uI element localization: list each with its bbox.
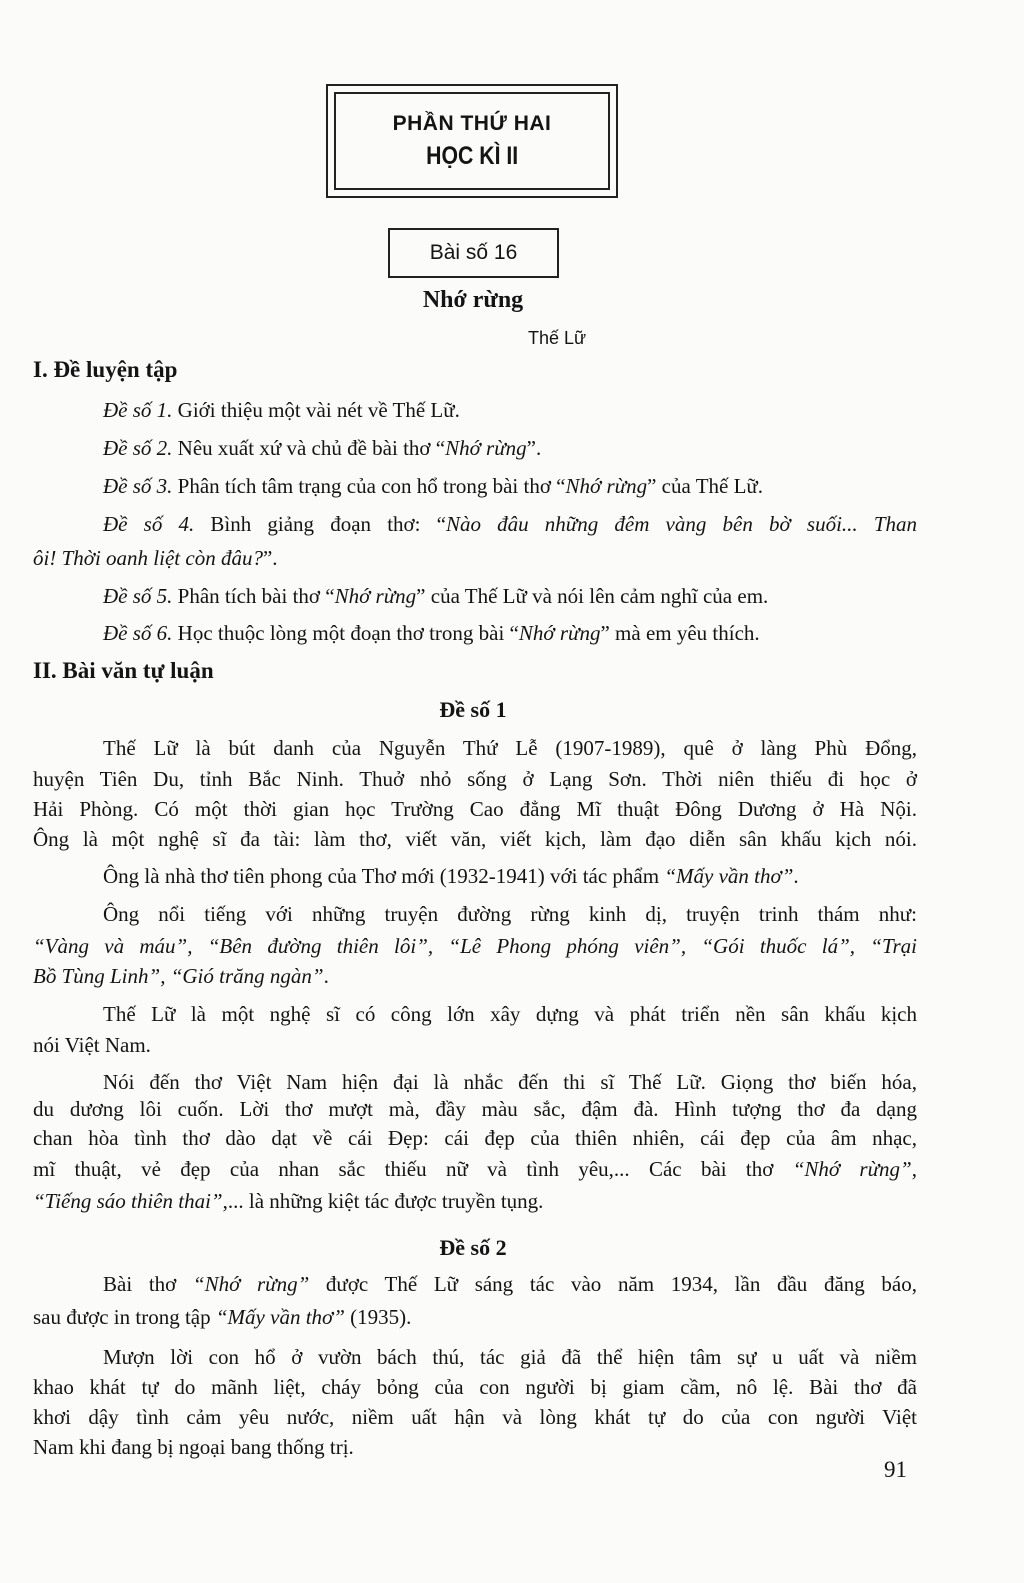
exercise-text-end: ” mà em yêu thích.: [600, 621, 760, 645]
exercise-number: Đề số 2.: [103, 436, 173, 460]
paragraph-line: chan hòa tình thơ dào dạt về cái Đẹp: cái đẹp của thiên nhiên, cái đẹp của âm nhạc,: [33, 1126, 917, 1150]
paragraph-text: sau được in trong tập: [33, 1305, 216, 1329]
section-heading-essays: II. Bài văn tự luận: [33, 658, 214, 683]
work-title: “Tiếng sáo thiên thai”: [33, 1189, 223, 1213]
exercise-number: Đề số 1.: [103, 398, 173, 422]
paragraph-line: huyện Tiên Du, tỉnh Bắc Ninh. Thuở nhỏ sống ở Lạng Sơn. Thời niên thiếu đi học ở: [33, 767, 917, 791]
exercise-text: Phân tích bài thơ “: [172, 584, 335, 608]
paragraph-text: được Thế Lữ sáng tác vào năm 1934, lần đầu đăng báo,: [309, 1272, 917, 1296]
quoted-verse: ôi! Thời oanh liệt còn đâu?: [33, 546, 263, 570]
work-title: “Mấy vần thơ”: [664, 864, 794, 888]
paragraph-line: Hải Phòng. Có một thời gian học Trường Cao đẳng Mĩ thuật Đông Dương ở Hà Nội.: [33, 797, 917, 821]
paragraph-text-end: (1935).: [344, 1305, 412, 1329]
exercise-text: Bình giảng đoạn thơ: “: [194, 512, 446, 536]
paragraph-line: khao khát tự do mãnh liệt, cháy bỏng của con người bị giam cầm, nô lệ. Bài thơ đã: [33, 1375, 917, 1399]
paragraph-text-end: ,: [911, 1157, 917, 1181]
exercise-item: [103, 398, 917, 423]
paragraph-line: nói Việt Nam.: [33, 1033, 151, 1057]
part-label: PHẦN THỨ HAI: [392, 111, 552, 135]
exercise-item: [103, 584, 917, 609]
exercise-text: Nêu xuất xứ và chủ đề bài thơ “: [172, 436, 446, 460]
exercise-item: [103, 512, 917, 537]
paragraph-line: khơi dậy tình cảm yêu nước, niềm uất hận và lòng khát tự do của con người Việt: [33, 1405, 917, 1429]
work-title: “Mấy vần thơ”: [215, 1305, 345, 1329]
paragraph-line: [33, 1189, 917, 1214]
paragraph-text: mĩ thuật, vẻ đẹp của nhan sắc thiếu nữ và tình yêu,... Các bài thơ: [33, 1157, 793, 1181]
part-header-inner: [334, 92, 610, 190]
exercise-number: Đề số 3.: [103, 474, 173, 498]
work-titles: Bồ Tùng Linh”, “Gió trăng ngàn”: [33, 964, 324, 988]
poem-title-ref: Nhớ rừng: [565, 474, 648, 498]
page-number: 91: [884, 1457, 907, 1482]
work-title: “Nhớ rừng”: [792, 1157, 912, 1181]
paragraph-text-end: .: [793, 864, 799, 888]
paragraph-line: Ông nổi tiếng với những truyện đường rừng kinh dị, truyện trinh thám như:: [103, 902, 917, 926]
poem-title: Nhớ rừng: [422, 287, 524, 313]
exercise-item: [103, 474, 917, 499]
exercise-text-end: ”.: [262, 546, 278, 570]
poem-title-ref: Nhớ rừng: [518, 621, 601, 645]
section-heading-exercises: I. Đề luyện tập: [33, 357, 178, 382]
paragraph-line: [33, 1157, 917, 1182]
work-titles: “Vàng và máu”, “Bên đường thiên lôi”, “Lê Phong phóng viên”, “Gói thuốc lá”, “Trại: [33, 934, 917, 958]
paragraph-line: [33, 934, 917, 959]
poem-author: Thế Lữ: [528, 328, 587, 348]
paragraph-text: ,... là những kiệt tác được truyền tụng.: [222, 1189, 544, 1213]
lesson-label: Bài số 16: [388, 228, 559, 278]
part-header-box: [326, 84, 618, 198]
exercise-item: [103, 436, 917, 461]
exercise-number: Đề số 4.: [103, 512, 195, 536]
paragraph-line: Mượn lời con hổ ở vườn bách thú, tác giả đã thể hiện tâm sự u uất và niềm: [103, 1345, 917, 1369]
paragraph-line: [103, 1272, 917, 1297]
essay-title-2: Đề số 2: [439, 1235, 507, 1260]
poem-title-ref: Nhớ rừng: [445, 436, 527, 460]
paragraph-text-end: .: [323, 964, 329, 988]
quoted-verse: Nào đâu những đêm vàng bên bờ suối... Than: [445, 512, 917, 536]
work-title: “Nhớ rừng”: [192, 1272, 310, 1296]
paragraph-line: Thế Lữ là một nghệ sĩ có công lớn xây dựng và phát triển nền sân khấu kịch: [103, 1002, 917, 1026]
exercise-text-end: ” của Thế Lữ.: [647, 474, 764, 498]
paragraph-text: Bài thơ: [103, 1272, 193, 1296]
exercise-text-end: ” của Thế Lữ và nói lên cảm nghĩ của em.: [416, 584, 769, 608]
exercise-text-end: ”.: [526, 436, 542, 460]
exercise-item: [103, 621, 917, 646]
exercise-text: Học thuộc lòng một đoạn thơ trong bài “: [172, 621, 519, 645]
exercise-item-continued: [33, 546, 917, 571]
paragraph-line: du dương lôi cuốn. Lời thơ mượt mà, đầy màu sắc, đậm đà. Hình tượng thơ đa dạng: [33, 1097, 917, 1121]
paragraph-text: Ông là nhà thơ tiên phong của Thơ mới (1932-1941) với tác phẩm: [103, 864, 665, 888]
exercise-number: Đề số 5.: [103, 584, 173, 608]
paragraph-line: Thế Lữ là bút danh của Nguyễn Thứ Lễ (1907-1989), quê ở làng Phù Đổng,: [103, 736, 917, 760]
part-title: HỌC KÌ II: [425, 141, 519, 170]
poem-title-ref: Nhớ rừng: [334, 584, 417, 608]
exercise-text: Phân tích tâm trạng của con hổ trong bài thơ “: [172, 474, 566, 498]
paragraph-line: Ông là một nghệ sĩ đa tài: làm thơ, viết văn, viết kịch, làm đạo diễn sân khấu kịch nói.: [33, 827, 917, 851]
paragraph-line: Nam khi đang bị ngoại bang thống trị.: [33, 1435, 354, 1459]
paragraph-line: [33, 964, 917, 989]
paragraph-line: [33, 1305, 917, 1330]
exercise-text: Giới thiệu một vài nét về Thế Lữ.: [172, 398, 460, 422]
paragraph-line: Nói đến thơ Việt Nam hiện đại là nhắc đến thi sĩ Thế Lữ. Giọng thơ biến hóa,: [103, 1070, 917, 1094]
paragraph-line: [103, 864, 917, 889]
essay-title-1: Đề số 1: [439, 697, 507, 722]
exercise-number: Đề số 6.: [103, 621, 173, 645]
